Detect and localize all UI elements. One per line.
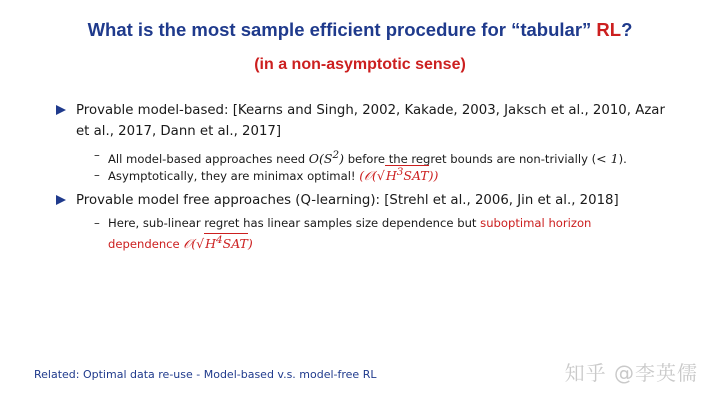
dash-icon: – <box>94 168 100 182</box>
title-rl: RL <box>596 19 622 40</box>
sub-bullet-text: All model-based approaches need $O(S^2)$ before the regret bounds are non-trivially (< 1). <box>108 149 627 167</box>
sub-bullet-minimax <box>94 165 684 186</box>
bullet-text: Provable model free approaches (Q-learning): [Strehl et al., 2006, Jin et al., 2018] <box>76 193 619 208</box>
math-o-s2: $O(S^2)$ <box>308 149 345 167</box>
sub-bullet-text: Asymptotically, they are minimax optimal! $(𝒪(√H^3SAT))$ <box>108 166 439 184</box>
dash-icon: – <box>94 148 100 162</box>
bullet-text: Provable model-based: [Kearns and Singh, 2002, Kakade, 2003, Jaksch et al., 2010, Azar et al., 2017, Dann et al., 2017] <box>76 103 665 139</box>
sub-bullet-sublinear <box>94 213 684 254</box>
math-h3sat: $(𝒪(√H^3SAT))$ <box>359 166 439 184</box>
slide-title <box>0 19 720 41</box>
footer-related: Related: Optimal data re-use - Model-based v.s. model-free RL <box>34 368 377 381</box>
math-lt-1: < 1 <box>596 151 619 167</box>
math-h4sat: $𝒪(√H^4SAT)$ <box>183 234 253 252</box>
bullet-item-model-based <box>56 100 674 142</box>
triangle-right-icon <box>56 105 66 115</box>
title-end: ? <box>621 19 633 40</box>
title-main: What is the most sample efficient procedure for “tabular” <box>87 19 597 40</box>
bullet-item-model-free <box>56 190 674 211</box>
slide-subtitle: (in a non-asymptotic sense) <box>254 56 466 73</box>
dash-icon: – <box>94 216 100 230</box>
sub-bullet-text: Here, sub-linear regret has linear samples size dependence but suboptimal horizon dependence $𝒪(√H^4SAT)$ <box>108 216 592 252</box>
watermark: 知乎 @李英儒 <box>564 361 698 385</box>
triangle-right-icon <box>56 195 66 205</box>
